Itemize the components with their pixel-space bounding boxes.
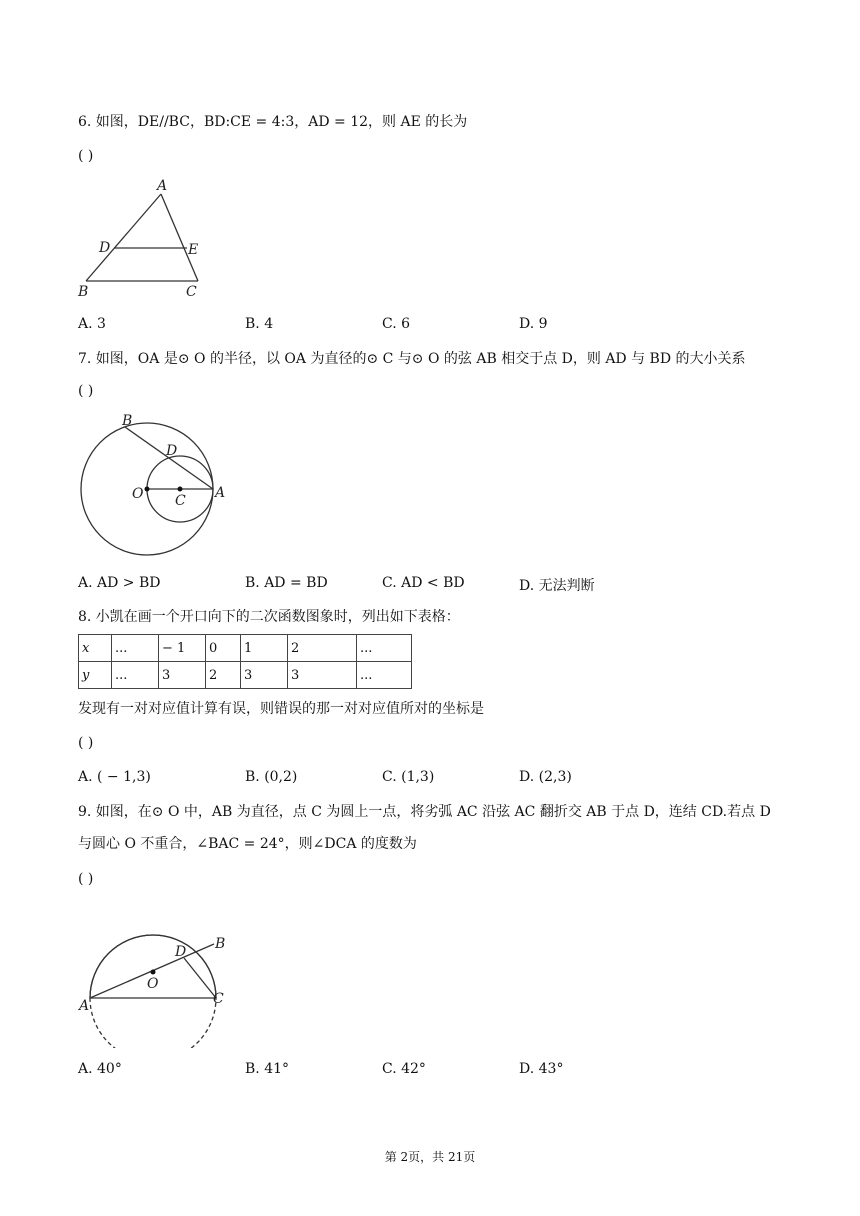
q8-option-b: B. (0,2)	[245, 769, 298, 785]
q6-answer-paren: ( )	[78, 148, 94, 164]
q8-option-c: C. (1,3)	[382, 769, 435, 785]
q7-option-c: C. AD < BD	[382, 575, 465, 591]
q6-label-a: A	[157, 178, 168, 194]
q8-value-table	[78, 634, 412, 689]
q9-label-d: D	[175, 944, 187, 960]
q9-label-c: C	[213, 991, 224, 1007]
q6-label-b: B	[78, 284, 89, 300]
table-row	[79, 662, 412, 689]
q6-option-a: A. 3	[78, 316, 106, 332]
table-cell: 1	[241, 635, 288, 662]
table-cell: 0	[206, 635, 241, 662]
table-cell: − 1	[159, 635, 206, 662]
q9-option-b: B. 41°	[245, 1061, 290, 1077]
q8-stem: 8. 小凯在画一个开口向下的二次函数图象时，列出如下表格：	[78, 609, 460, 625]
q8-option-a: A. ( − 1,3)	[78, 769, 151, 785]
table-cell: ...	[112, 635, 159, 662]
q7-option-b: B. AD = BD	[245, 575, 328, 591]
table-cell: ...	[357, 635, 412, 662]
table-cell: ...	[357, 662, 412, 689]
q9-option-d: D. 43°	[519, 1061, 564, 1077]
q9-stem-line2: 与圆心 O 不重合，∠BAC = 24°，则∠DCA 的度数为	[78, 836, 417, 852]
q6-triangle-figure	[70, 176, 220, 300]
q6-label-e: E	[188, 242, 199, 258]
table-cell: x	[79, 635, 112, 662]
q9-answer-paren: ( )	[78, 871, 94, 887]
q8-answer-paren: ( )	[78, 735, 94, 751]
table-cell: 3	[159, 662, 206, 689]
q7-label-c: C	[175, 493, 186, 509]
q8-note: 发现有一对对应值计算有误，则错误的那一对对应值所对的坐标是	[78, 701, 484, 717]
q7-label-b: B	[122, 413, 133, 429]
page-footer: 第 2页，共 21页	[384, 1150, 476, 1164]
table-cell: 3	[288, 662, 357, 689]
q9-option-a: A. 40°	[78, 1061, 122, 1077]
q9-circle-fold-figure	[70, 898, 240, 1048]
q8-option-d: D. (2,3)	[519, 769, 572, 785]
q6-stem: 6. 如图，DE//BC，BD:CE = 4:3，AD = 12，则 AE 的长为	[78, 114, 468, 130]
q9-label-o: O	[147, 976, 159, 992]
q9-label-a: A	[79, 998, 90, 1014]
q7-circles-figure	[70, 410, 240, 560]
q9-stem-line1: 9. 如图，在⊙ O 中，AB 为直径，点 C 为圆上一点，将劣弧 AC 沿弦 AC 翻折交 AB 于点 D，连结 CD.若点 D	[78, 804, 771, 820]
q7-stem: 7. 如图，OA 是⊙ O 的半径，以 OA 为直径的⊙ C 与⊙ O 的弦 AB 相交于点 D，则 AD 与 BD 的大小关系	[78, 351, 746, 367]
q9-option-c: C. 42°	[382, 1061, 426, 1077]
q6-option-b: B. 4	[245, 316, 274, 332]
q7-option-d: D. 无法判断	[519, 578, 595, 594]
table-cell: y	[79, 662, 112, 689]
table-cell: ...	[112, 662, 159, 689]
q7-option-a: A. AD > BD	[78, 575, 161, 591]
table-row	[79, 635, 412, 662]
q6-option-c: C. 6	[382, 316, 411, 332]
q6-label-c: C	[186, 284, 197, 300]
q6-label-d: D	[99, 240, 111, 256]
table-cell: 2	[288, 635, 357, 662]
table-cell: 3	[241, 662, 288, 689]
table-cell: 2	[206, 662, 241, 689]
q9-label-b: B	[215, 936, 226, 952]
q7-label-d: D	[166, 443, 178, 459]
q6-option-d: D. 9	[519, 316, 548, 332]
q7-answer-paren: ( )	[78, 383, 94, 399]
q7-label-o: O	[132, 486, 144, 502]
q7-label-a: A	[215, 485, 226, 501]
